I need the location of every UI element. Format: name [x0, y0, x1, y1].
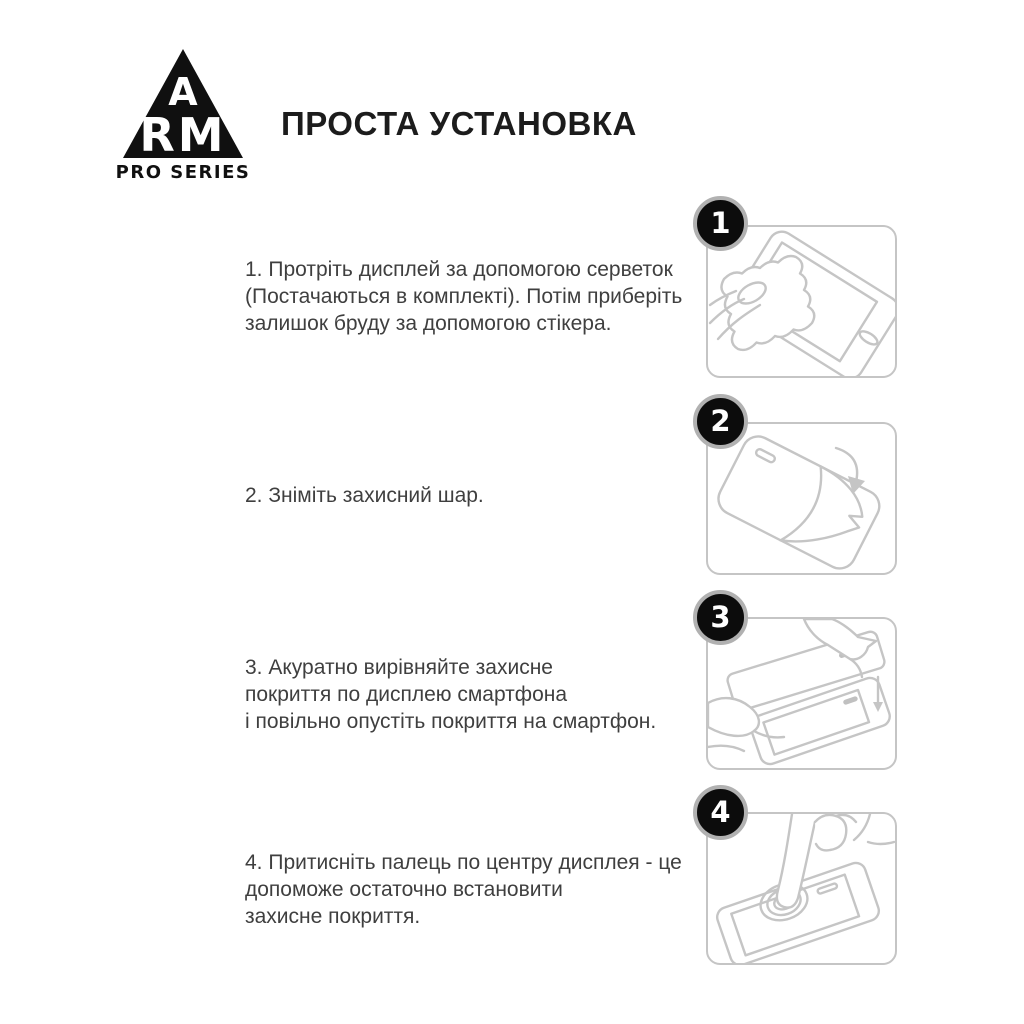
step-1-badge	[693, 196, 748, 251]
instruction-line: 3. Акуратно вирівняйте захисне	[245, 656, 553, 679]
step-number: 3	[710, 600, 731, 634]
instruction-line: 2. Зніміть захисний шар.	[245, 484, 484, 507]
brand-logo	[110, 40, 260, 185]
peel-protective-layer-icon	[708, 424, 895, 573]
step-number: 4	[710, 795, 731, 829]
instruction-line: захисне покриття.	[245, 905, 421, 928]
instruction-line: (Постачаються в комплекті). Потім приберіть	[245, 285, 683, 308]
step-3-instructions	[245, 654, 715, 735]
instruction-line: і повільно опустіть покриття на смартфон.	[245, 710, 657, 733]
instruction-line: 4. Притисніть палець по центру дисплея - це	[245, 851, 682, 874]
step-number: 1	[710, 206, 731, 240]
step-3-badge	[693, 590, 748, 645]
logo-subtitle: PRO SERIES	[115, 162, 251, 183]
instruction-line: залишок бруду за допомогою стікера.	[245, 312, 612, 335]
wipe-screen-with-cloth-icon	[708, 227, 895, 376]
step-1-instructions	[245, 256, 715, 337]
logo-letters-rm: RM	[139, 108, 227, 162]
step-2-badge	[693, 394, 748, 449]
logo-letter-a: A	[168, 70, 198, 114]
instruction-line: допоможе остаточно встановити	[245, 878, 563, 901]
step-4-instructions	[245, 849, 715, 930]
instruction-line: 1. Протріть дисплей за допомогою серветок	[245, 258, 673, 281]
step-4-badge	[693, 785, 748, 840]
step-number: 2	[710, 404, 731, 438]
step-2-instructions	[245, 482, 715, 509]
align-and-lower-film-icon	[708, 619, 895, 768]
press-center-of-display-icon	[708, 814, 895, 963]
page-title: ПРОСТА УСТАНОВКА	[281, 105, 637, 142]
instruction-line: покриття по дисплею смартфона	[245, 683, 568, 706]
step-1-illustration-box	[706, 225, 897, 378]
